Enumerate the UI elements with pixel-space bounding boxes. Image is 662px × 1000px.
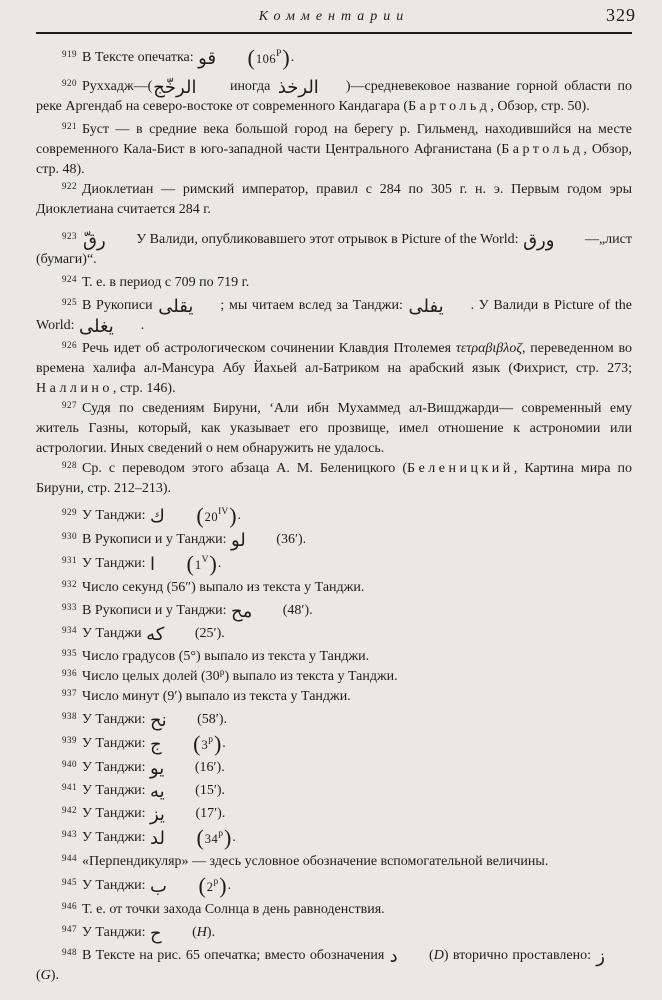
- italic-text: D: [433, 948, 444, 963]
- note-text: Число целых долей (30: [82, 669, 220, 684]
- page-title: Комментарии: [258, 9, 410, 24]
- superscript: p: [208, 735, 213, 745]
- note-text: (36′).: [272, 532, 307, 547]
- superscript: p: [213, 877, 219, 887]
- arabic-text: ورق: [523, 230, 555, 251]
- spaced-name: Беленицкий: [407, 461, 514, 476]
- italic-text: τετραβιβλοζ: [455, 341, 522, 356]
- footnote-922: [36, 180, 632, 220]
- note-text: (: [188, 925, 197, 940]
- note-text: Судя по сведениям Бируни, ‘Али ибн Мухаммед ал-Вишджарди— современный ему житель Газны, который, как указывает его прозвище, имел отношение к астрономии или астрологии. Иных сведений о нем обнаружить не удалось.: [36, 401, 632, 456]
- note-text: .: [140, 318, 145, 333]
- note-text: У Танджи: [82, 626, 146, 641]
- note-text: .: [232, 830, 236, 845]
- footnote-921: [36, 120, 632, 180]
- note-text: , Обзор, стр. 50).: [490, 99, 590, 114]
- note-text: .: [290, 50, 295, 65]
- note-text: Ср. с переводом этого абзаца А. М. Беленицкого (: [82, 461, 408, 476]
- arabic-text: د: [389, 946, 398, 967]
- note-text: .: [227, 878, 232, 893]
- footnote-920: [36, 77, 632, 117]
- footnote-935: [36, 647, 632, 667]
- arabic-text: الرخذ: [277, 77, 319, 98]
- note-text: ) вторично проставлено:: [443, 948, 596, 963]
- big-paren: ): [224, 825, 232, 850]
- note-text: ; мы читаем вслед за Танджи:: [220, 298, 408, 313]
- arabic-text: رقّ: [83, 230, 106, 251]
- note-text: У Танджи:: [82, 925, 149, 940]
- footnote-947: [36, 923, 632, 943]
- formula-base: 2: [206, 880, 214, 894]
- formula-base: 106: [255, 52, 277, 66]
- note-text: [182, 556, 186, 571]
- footnote-number: 933: [62, 602, 77, 612]
- arabic-text: لو: [230, 530, 246, 551]
- footnote-number: 932: [62, 579, 77, 589]
- footnote-number: 919: [62, 49, 77, 59]
- note-text: . У Валиди в Picture of the World:: [36, 298, 632, 333]
- footnote-number: 946: [62, 901, 77, 911]
- footnote-number: 938: [62, 711, 77, 721]
- superscript: V: [201, 555, 209, 565]
- note-text: В Рукописи и у Танджи:: [82, 603, 230, 618]
- arabic-text: يز: [150, 804, 165, 825]
- note-text: ).: [50, 968, 59, 983]
- footnote-927: [36, 399, 632, 459]
- arabic-text: ج: [150, 734, 162, 755]
- big-paren: (: [196, 825, 204, 850]
- spaced-name: Бартольд: [408, 99, 491, 114]
- big-paren: ): [282, 45, 290, 70]
- note-text: В Рукописи и у Танджи:: [82, 532, 230, 547]
- footnote-923: [36, 230, 632, 270]
- footnote-932: [36, 578, 632, 598]
- note-text: У Танджи:: [82, 783, 149, 798]
- footnote-944: [36, 852, 632, 872]
- note-text: .: [222, 736, 226, 751]
- footnote-934: [36, 624, 632, 644]
- big-paren: (: [247, 45, 255, 70]
- big-paren: (: [186, 551, 194, 576]
- footnote-number: 948: [62, 947, 77, 957]
- note-text: «Перпендикуляр» — здесь условное обозначение вспомогательной величины.: [82, 854, 549, 869]
- note-text: У Танджи:: [82, 508, 149, 523]
- arabic-text: ب: [150, 876, 167, 897]
- note-text: (15′).: [191, 783, 226, 798]
- big-paren: (: [198, 873, 206, 898]
- formula-base: 34: [204, 832, 219, 846]
- superscript: p: [218, 829, 224, 839]
- footnote-number: 942: [62, 805, 77, 815]
- footnote-number: 944: [62, 853, 77, 863]
- note-text: (: [424, 948, 434, 963]
- footnote-924: [36, 273, 632, 293]
- footnote-939: [36, 733, 632, 755]
- spaced-name: Бартольд: [501, 142, 584, 157]
- arabic-text: يو: [150, 758, 165, 779]
- note-text: В Рукописи: [82, 298, 158, 313]
- footnote-946: [36, 900, 632, 920]
- superscript: IV: [218, 507, 229, 517]
- page-header: [36, 5, 636, 34]
- footnote-number: 923: [62, 231, 77, 241]
- note-text: Диоклетиан — римский император, правил с 284 по 305 г. н. э. Первым годом эры Диоклетиана считается 284 г.: [36, 182, 632, 217]
- note-text: У Танджи:: [82, 736, 149, 751]
- note-text: (16′).: [191, 760, 225, 775]
- note-text: Т. е. в период с 709 по 719 г.: [82, 275, 250, 290]
- arabic-text: لد: [150, 828, 165, 849]
- big-paren: ): [209, 551, 217, 576]
- note-text: Число минут (9′) выпало из текста у Танджи.: [82, 689, 351, 704]
- note-text: Руххадж—(: [82, 79, 153, 94]
- formula-base: 20: [204, 510, 219, 524]
- note-text: (25′).: [191, 626, 225, 641]
- footnote-948: [36, 946, 632, 986]
- arabic-text: يغلى: [79, 316, 114, 337]
- note-text: , переведенном во времена халифа ал-Мансура Абу Йахьей ал-Батриком на арабский язык (Фихрист, стр. 273;: [36, 341, 633, 376]
- footnote-number: 939: [62, 735, 77, 745]
- note-text: (58′).: [193, 712, 228, 727]
- note-text: В Тексте опечатка:: [82, 50, 198, 65]
- big-paren: (: [196, 503, 204, 528]
- arabic-text: ا: [150, 554, 156, 575]
- note-text: —„лист (бумаги)“.: [36, 232, 632, 267]
- footnote-929: [36, 505, 632, 527]
- footnote-941: [36, 781, 632, 801]
- footnote-number: 945: [62, 877, 77, 887]
- footnote-number: 937: [62, 688, 77, 698]
- arabic-text: يقلى: [158, 296, 194, 317]
- formula-base: 1: [194, 558, 202, 572]
- footnote-937: [36, 687, 632, 707]
- footnote-943: [36, 827, 632, 849]
- note-text: , Обзор, стр. 48).: [36, 142, 633, 177]
- footnote-number: 934: [62, 625, 77, 635]
- footnote-928: [36, 459, 632, 499]
- big-paren: ): [213, 731, 222, 756]
- arabic-text: يفلى: [408, 296, 444, 317]
- big-paren: (: [193, 731, 201, 756]
- footnote-number: 940: [62, 759, 77, 769]
- footnote-number: 924: [62, 274, 77, 284]
- note-text: иногда: [223, 79, 277, 94]
- note-text: У Танджи:: [82, 556, 149, 571]
- footnote-number: 931: [62, 555, 77, 565]
- footnote-919: [36, 47, 632, 69]
- footnote-number: 926: [62, 340, 77, 350]
- spaced-name: Наллино: [36, 381, 113, 396]
- note-text: Буст — в средние века большой город на берегу р. Гильменд, находившийся на месте современного Кала-Бист в юго-западной части Центрального Афганистана (: [36, 122, 632, 157]
- footnotes-list: [36, 47, 632, 986]
- note-text: ).: [206, 925, 216, 940]
- footnote-925: [36, 296, 632, 336]
- note-text: Т. е. от точки захода Солнца в день равноденствия.: [82, 902, 385, 917]
- footnote-number: 935: [62, 648, 77, 658]
- footnote-number: 920: [62, 78, 77, 88]
- footnote-938: [36, 710, 632, 730]
- footnote-940: [36, 758, 632, 778]
- superscript: P: [276, 49, 282, 59]
- note-text: ) выпало из текста у Танджи.: [224, 669, 398, 684]
- big-paren: ): [229, 503, 237, 528]
- note-text: , Картина мира по Бируни, стр. 212–213).: [36, 461, 633, 496]
- note-text: Речь идет об астрологическом сочинении Клавдия Птолемея: [82, 341, 456, 356]
- note-text: (: [36, 968, 41, 983]
- footnote-number: 929: [62, 507, 77, 517]
- arabic-text: مح: [230, 601, 253, 622]
- arabic-text: نح: [150, 710, 167, 731]
- footnote-926: [36, 339, 632, 399]
- arabic-text: قو: [198, 48, 217, 69]
- formula-base: 3: [201, 738, 209, 752]
- arabic-text: ز: [596, 946, 605, 967]
- arabic-text: الرخّج: [153, 77, 197, 98]
- note-text: У Танджи:: [82, 712, 149, 727]
- note-text: Число градусов (5°) выпало из текста у Танджи.: [82, 649, 370, 664]
- footnote-number: 936: [62, 668, 77, 678]
- note-text: (17′).: [191, 806, 226, 821]
- note-text: В Тексте на рис. 65 опечатка; вместо обозначения: [82, 948, 389, 963]
- note-text: У Танджи:: [82, 878, 149, 893]
- page-number: 329: [606, 5, 636, 25]
- footnote-945: [36, 875, 632, 897]
- footnote-number: 943: [62, 829, 77, 839]
- note-text: .: [217, 556, 222, 571]
- note-text: У Танджи:: [82, 760, 149, 775]
- note-text: (48′).: [279, 603, 313, 618]
- arabic-text: ك: [150, 506, 165, 527]
- note-text: )—средневековое название горной области по реке Аргендаб на северо-востоке от современного Кандагара (: [36, 79, 632, 114]
- arabic-text: كه: [146, 624, 165, 645]
- arabic-text: يه: [150, 781, 165, 802]
- footnote-number: 925: [62, 297, 77, 307]
- note-text: , стр. 146).: [112, 381, 176, 396]
- footnote-number: 922: [62, 181, 77, 191]
- footnote-number: 947: [62, 924, 77, 934]
- note-text: У Танджи:: [82, 806, 149, 821]
- footnote-930: [36, 530, 632, 550]
- big-paren: ): [219, 873, 227, 898]
- italic-text: H: [196, 925, 207, 940]
- note-text: Число секунд (56″) выпало из текста у Танджи.: [82, 580, 365, 595]
- italic-text: G: [40, 968, 51, 983]
- footnote-number: 930: [62, 531, 77, 541]
- superscript: p: [219, 668, 225, 678]
- footnote-number: 921: [62, 121, 77, 131]
- arabic-text: ح: [150, 923, 162, 944]
- footnote-number: 927: [62, 400, 77, 410]
- note-text: .: [237, 508, 242, 523]
- footnote-942: [36, 804, 632, 824]
- footnote-931: [36, 553, 632, 575]
- footnote-936: [36, 667, 632, 687]
- footnote-number: 928: [62, 460, 77, 470]
- footnote-number: 941: [62, 782, 77, 792]
- note-text: У Валиди, опубликовавшего этот отрывок в Picture of the World:: [132, 232, 523, 247]
- note-text: У Танджи:: [82, 830, 149, 845]
- footnote-933: [36, 601, 632, 621]
